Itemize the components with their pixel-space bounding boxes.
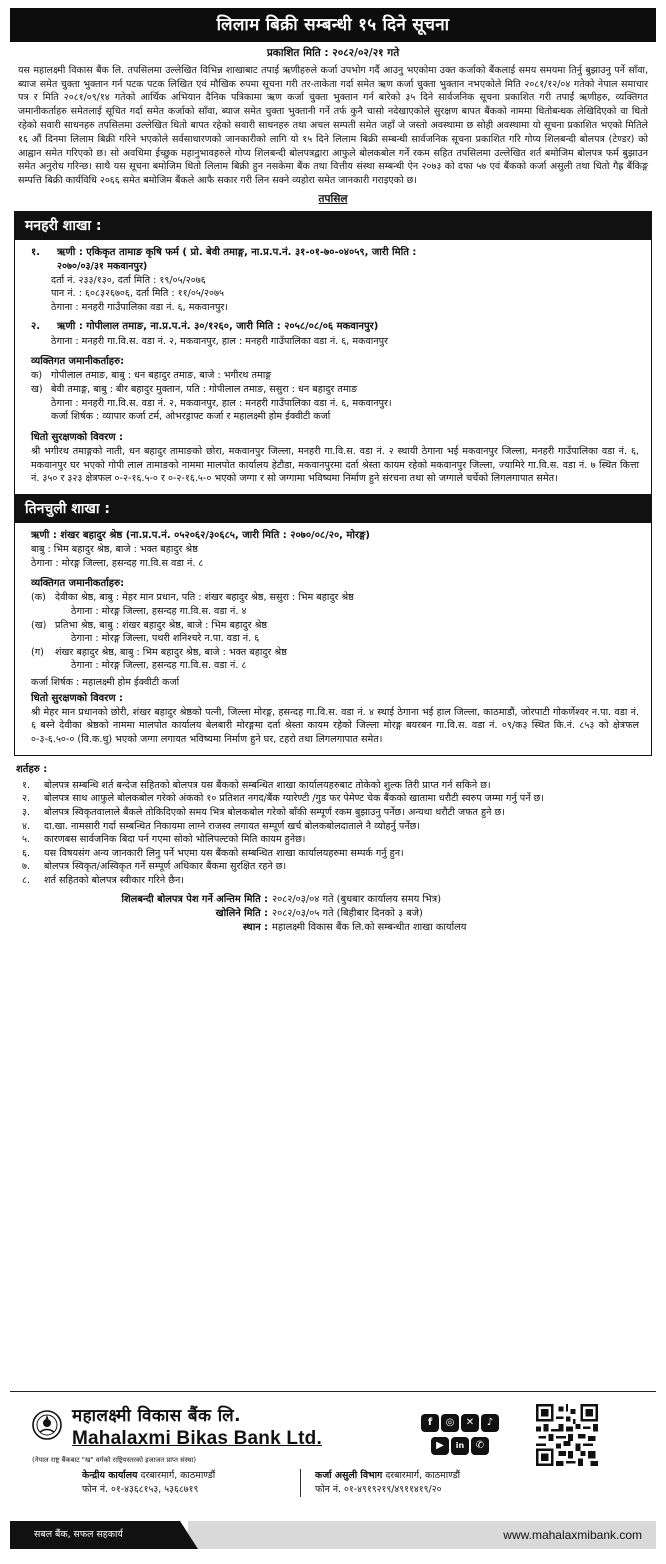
term-number: ७. xyxy=(22,861,31,873)
loan-reg-line: दर्ता नं. २३३/१३०, दर्ता मिति : १९/०५/२०७६ xyxy=(51,274,206,286)
loan-item xyxy=(31,320,639,348)
guarantor-mark: (ग) xyxy=(31,646,44,658)
bar-divider xyxy=(180,1521,198,1549)
deadline-block xyxy=(10,893,656,935)
head-office-address: दरबारमार्ग, काठमाण्डौं xyxy=(140,1470,216,1481)
tapsil-heading: तपसिल xyxy=(318,192,348,205)
guarantor-mark: ख) xyxy=(31,383,43,395)
place-label: स्थान : xyxy=(242,921,268,933)
security-title: धितो सुरक्षणको विवरण : xyxy=(31,431,124,443)
guarantor-address: ठेगाना : मोरङ्ग जिल्ला, हसन्दह गा.वि.स. वडा नं. ४ xyxy=(71,605,247,617)
guarantor-text: गोपीलाल तमाङ, बाबु : धन बहादुर तमाङ, बाजे : भगीरथ तमाङ्ग xyxy=(51,370,272,382)
term-number: ६. xyxy=(22,847,31,859)
slogan: सबल बैंक, सफल सहकार्य xyxy=(10,1521,180,1549)
loan-type: कर्जा शिर्षक : महालक्ष्मी होम ईक्वीटी कर्जा xyxy=(31,677,180,689)
open-date-label: खोलिने मिति : xyxy=(215,907,268,919)
recovery-office-label: कर्जा असुली विभाग xyxy=(315,1470,383,1481)
guarantor-row xyxy=(31,619,639,633)
term-item xyxy=(10,874,656,888)
loan-pan-line: पान नं. : ६०८३२६७०६, दर्ता मिति : ११/०५/२०७५ xyxy=(51,288,224,300)
term-item xyxy=(10,833,656,847)
security-details: श्री मेहर मान प्रधानको छोरी, शंखर बहादुर श्रेष्ठको पत्नी, जिल्ला मोरङ्ग, हसन्दह गा.वि.स. वडा नं. ४ स्थाई ठेगाना भई हाल जिल्ला, काठमाडौं, जोरपाटी गोकर्णेश्वर न.पा. वडा नं. ६ बस्ने देवीका श्रेष्ठको नाममा मालपोत कार्यालय बेलबारी मोरङ्गमा दर्ता श्रेस्ता कायम रहेको जिल्ला मोरङ्ग बयरबन गा.वि.स. वडा नं. ०९/क३ स्थित कि.नं. ८५३ को क्षेत्रफल ०-३-६.५०-० (वि.क.धु) भएको जग्गा लगायत भविष्यमा निर्माण हुने घर, टहरो तथा लिगलगापात समेत। xyxy=(31,706,639,746)
linkedin-icon[interactable]: in xyxy=(451,1437,469,1455)
guarantors-title: व्यक्तिगत जमानीकर्ताहरु: xyxy=(31,578,125,590)
bank-name-english: Mahalaxmi Bikas Bank Ltd. xyxy=(72,1428,322,1449)
loan-type: कर्जा शिर्षक : व्यापार कर्जा टर्म, ओभरड्राफ्ट कर्जा र महालक्ष्मी होम ईक्वीटी कर्जा xyxy=(51,411,331,423)
head-office-phone: फोन नं. ०१-४३६८१५३, ५३६८७१९ xyxy=(82,1484,199,1496)
borrower-address: ठेगाना : मोरङ्ग जिल्ला, हसन्दह गा.वि.स वडा नं. ८ xyxy=(31,557,204,569)
youtube-icon[interactable]: ▶ xyxy=(431,1437,449,1455)
guarantor-text: शंखर बहादुर श्रेष्ठ, बाबु : भिम बहादुर श्रेष्ठ, बाजे : भक्त बहादुर श्रेष्ठ xyxy=(55,646,287,658)
guarantor-row xyxy=(31,646,639,660)
term-number: ८. xyxy=(22,875,31,887)
term-text: दा.खा. नामसारी गर्दा सम्बन्धित निकायमा लाग्ने राजस्व लगायत सम्पूर्ण खर्च बोलकबोलदाताले नै व्योहर्नु पर्नेछ। xyxy=(44,820,421,832)
facebook-icon[interactable]: f xyxy=(421,1414,439,1432)
bank-logo-icon xyxy=(32,1410,62,1440)
submit-deadline-label: शिलबन्दी बोलपत्र पेश गर्ने अन्तिम मिति : xyxy=(121,893,268,905)
published-date: प्रकाशित मिति : २०८२/०२/२१ गते xyxy=(266,47,400,59)
deadline-row xyxy=(10,907,656,921)
loan-number: १. xyxy=(31,246,40,258)
recovery-office-address: दरबारमार्ग, काठमाण्डौं xyxy=(385,1470,461,1481)
term-number: ३. xyxy=(22,807,31,819)
deadline-row xyxy=(10,921,656,935)
term-number: २. xyxy=(22,793,31,805)
head-office xyxy=(82,1469,300,1497)
term-item xyxy=(10,820,656,834)
loan-borrower: ऋणी : गोपीलाल तमाङ, ना.प्र.प.नं. ३०/१२६०, जारी मिति : २०५८/०८/०६ मकवानपुर) xyxy=(57,321,379,333)
term-item xyxy=(10,847,656,861)
bank-name-nepali: महालक्ष्मी विकास बैंक लि. xyxy=(72,1406,241,1426)
terms-title: शर्तहरु : xyxy=(16,763,48,775)
loan-item xyxy=(31,246,639,315)
guarantor-address: ठेगाना : मोरङ्ग जिल्ला, पथरी शनिश्चरे न.पा. वडा नं. ६ xyxy=(71,633,260,645)
x-icon[interactable]: ✕ xyxy=(461,1414,479,1432)
term-text: कारणबस सार्वजनिक बिदा पर्न गएमा सोको भोलिपल्टको मिति कायम हुनेछ। xyxy=(44,834,306,846)
security-title: धितो सुरक्षणको विवरण : xyxy=(31,692,124,704)
branch-tinchuli-title: तिनचुली शाखा : xyxy=(15,495,651,523)
term-text: बोलपत्र स्विकृत/अस्विकृत गर्ने सम्पूर्ण अधिकार बैंकमा सुरक्षित रहने छ। xyxy=(44,861,287,873)
branch-manahari-title: मनहरी शाखा : xyxy=(15,212,651,240)
term-item xyxy=(10,806,656,820)
head-office-label: केन्द्रीय कार्यालय xyxy=(82,1470,138,1481)
security-details: श्री भगीरथ तमाङ्गको नाती, धन बहादुर तामाङको छोरा, मकवानपुर जिल्ला, मनहरी गा.वि.स. वडा नं. २ स्थायी ठेगाना भई मकवानपुर जिल्ला, मनहरी गाउँपालिका वडा नं. ६, मकवानपुर घर भएको गोपी लाल तामाङको नाममा मालपोत कार्यालय हेटौडा, मकवानपुरमा दर्ता श्रेस्ता कायम रहेको मकवानपुर जिल्ला, ज्यामिरे गा.वि.स. वडा नं. ७ स्थित कित्ता नं. ३५० र ३२३ क्षेत्रफल ०-२-१६.५-० र ०-२-१६.५-० भएको जग्गा र सो जग्गामा भविष्यमा निर्माण हुने संरचना तथा सो जग्गाले चर्चेको लिगलगापात समेत। xyxy=(31,445,639,485)
branch-manahari xyxy=(14,211,652,495)
term-text: शर्त सहितको बोलपत्र स्वीकार गरिने छैन। xyxy=(44,875,184,887)
intro-paragraph: यस महालक्ष्मी विकास बैंक लि. तपसिलमा उल्लेखित विभिन्न शाखाबाट तपाई ऋणीहरुले कर्जा उपभोग गर्दै आउनु भएकोमा उक्त कर्जाको बैंकलाई समय समयमा तिर्नु बुझाउनु पर्ने साँवा, ब्याज समेत चुक्ता भुक्तान गर्न पटक पटक लिखित एवं मौखिक रुपमा सूचना गरी तर-ताकेता गर्दा समेत ऋण कर्जा चुक्ता भुक्तान नभएकोले मिति २०८१/१२/०४ गतेको नेपाल समाचार पत्र र मिति २०८१/०९/१४ गतेको आर्थिक अभियान दैनिक पत्रिकामा ऋण कर्जा चुक्ता भुक्तान गर्न बारेको ३५ दिने सार्वजनिक सूचना प्रकाशित गरी तपाईं ऋणीहरु, व्यक्तिगत जमानीकर्ताहरु समेतलाई सूचित गर्दा समेत कर्जाको साँवा, ब्याज समेत चुक्ता भुक्तानी गर्ने तर्फ कुनै चासो नदेखाएकोले सुरक्षण बापत बैंकको नाममा धितोबन्धक लेखिदिएको वा धितो रहेको सवारी साधनहरु तपसिलमा उल्लेखित धितो बापत रहेको सवारी साधनहरु तथा अचल सम्पती समेत जहाँ जे जस्तो अवस्थामा छ सोही अवस्थामा यो सूचना प्रकाशित भएको मितिले १६ औं दिनमा लिलाम बिक्री गरिने भएकोले सर्वसाधारणको जानकारीको लागि यो १५ दिने लिलाम बिक्री सम्बन्धी सार्वजनिक सूचना प्रकाशित गरि गोप्य शिलबन्दी बोलपत्र (टेण्डर) को आह्वान समेत गरिएको छ। सो अवधिमा ईच्छुक महानुभावहरुले गोप्य शिलबन्दी बोलपत्रद्वारा आफुले बोलकबोल गर्ने रकम सहित तपसिलमा उल्लेखित शर्त बमोजिम बोलपत्र फर्म बुझाउन समेत अनुरोध गरिन्छ। साथै यस सूचना बमोजिम धितो लिलाम बिक्री हुन नसकेमा बैंक तथा वित्तीय संस्था सम्बन्धी ऐन २०७३ को दफा ५७ एवं बैंकको कर्जा असुली तथा धितो गैह्र बैंकिङ्ग सम्पत्ति बिक्री कार्यविधि २०६६ समेत बमोजिम बैंकले आफै सकार गरी लिन सक्ने व्यहोरा समेत जानकारी गराइएको छ। xyxy=(18,64,648,187)
term-item xyxy=(10,860,656,874)
qr-code-icon xyxy=(536,1404,598,1466)
footer-divider xyxy=(10,1391,656,1392)
loan-borrower: ऋणी : एकिकृत तामाङ कृषि फर्म ( प्रो. बेवी तमाङ्ग, ना.प्र.प.नं. ३१-०१-७०-०४०५९, जारी मिति : xyxy=(57,246,417,258)
submit-deadline-value: २०८२/०३/०४ गते (बुधबार कार्यालय समय भित्र) xyxy=(272,893,442,905)
terms-list xyxy=(10,779,656,888)
guarantor-row xyxy=(31,369,639,383)
loan-borrower: ऋणी : शंखर बहादुर श्रेष्ठ (ना.प्र.प.नं. ०५२०६२/३०६८५, जारी मिति : २०७०/०८/२०, मोरङ्ग) xyxy=(31,529,370,541)
recovery-office xyxy=(300,1469,460,1497)
branch-tinchuli xyxy=(14,495,652,756)
deadline-row xyxy=(10,893,656,907)
office-contacts xyxy=(82,1469,602,1497)
whatsapp-icon[interactable]: ✆ xyxy=(471,1437,489,1455)
loan-address-line: ठेगाना : मनहरी गा.वि.स. वडा नं. २, मकवानपुर, हाल : मनहरी गाउँपालिका वडा नं. ६, मकवानपुर xyxy=(51,335,388,347)
guarantor-address: ठेगाना : मनहरी गा.वि.स. वडा नं. २, मकवानपुर, हाल : मनहरी गाउँपालिका वडा नं. ६, मकवानपुर। xyxy=(51,397,392,409)
guarantor-mark: क) xyxy=(31,370,43,382)
license-note: (नेपाल राष्ट्र बैंकबाट "ख" वर्गको राष्ट्रियस्तरको इजाजत प्राप्त संस्था) xyxy=(32,1456,197,1464)
guarantor-row xyxy=(31,591,639,605)
notice-title: लिलाम बिक्री सम्बन्धी १५ दिने सूचना xyxy=(10,8,656,42)
guarantor-address: ठेगाना : मोरङ्ग जिल्ला, हसन्दह गा.वि.स. वडा नं. ८ xyxy=(71,660,247,672)
tiktok-icon[interactable]: ♪ xyxy=(481,1414,499,1432)
open-date-value: २०८२/०३/०५ गते (बिहीबार दिनको ३ बजे) xyxy=(272,907,423,919)
guarantor-row xyxy=(31,383,639,397)
instagram-icon[interactable]: ◎ xyxy=(441,1414,459,1432)
term-number: ५. xyxy=(22,834,31,846)
term-text: बोलपत्र साथ आफुले बोलकबोल गरेको अंकको १० प्रतिशत नगद/बैंक ग्यारेण्टी /गुड फर पेमेण्ट चेक बैंकको खातामा धरौटी स्वरुप जम्मा गर्नु पर्ने छ। xyxy=(44,793,544,805)
guarantor-text: देवीका श्रेष्ठ, बाबु : मेहर मान प्रधान, पति : शंखर बहादुर श्रेष्ठ, ससुरा : भिम बहादुर श्रेष्ठ xyxy=(55,592,354,604)
recovery-office-phone: फोन नं. ०१-४९१९२१९/४९११४१९/२० xyxy=(315,1484,442,1496)
guarantors-title: व्यक्तिगत जमानीकर्ताहरु: xyxy=(31,356,125,368)
loan-borrower-cont: २०७०/०३/३१ मकवानपुर) xyxy=(57,260,148,272)
place-value: महालक्ष्मी विकास बैंक लि.को सम्बन्धीत शाखा कार्यालय xyxy=(272,921,467,933)
term-item xyxy=(10,792,656,806)
bottom-bar xyxy=(10,1521,656,1549)
loan-number: २. xyxy=(31,321,40,333)
term-item xyxy=(10,779,656,793)
guarantor-text: बेवी तमाङ्ग, बाबु : बीर बहादुर मुक्तान, पति : गोपीलाल तमाङ, ससुरा : धन बहादुर तमाङ xyxy=(51,383,358,395)
guarantor-mark: (ख) xyxy=(31,619,47,631)
term-text: यस विषयसंग अन्य जानकारी लिनु पर्ने भएमा यस बैंकको सम्बन्धित शाखा कार्यालयहरुमा सम्पर्क गर्नु हुन। xyxy=(44,847,404,859)
guarantor-text: प्रतिभा श्रेष्ठ, बाबु : शंखर बहादुर श्रेष्ठ, बाजे : भिम बहादुर श्रेष्ठ xyxy=(55,619,268,631)
term-number: १. xyxy=(22,779,31,791)
borrower-family: बाबु : भिम बहादुर श्रेष्ठ, बाजे : भक्त बहादुर श्रेष्ठ xyxy=(31,543,198,555)
term-text: बोलपत्र सम्बन्धि शर्त बन्देज सहितको बोलपत्र यस बैंकको सम्बन्धित शाखा कार्यालयहरुबाट तोकेको शुल्क तिरी प्राप्त गर्न सकिने छ। xyxy=(44,779,491,791)
website-link[interactable]: www.mahalaxmibank.com xyxy=(188,1521,656,1549)
term-number: ४. xyxy=(22,820,31,832)
term-text: बोलपत्र स्विकृतवालाले बैंकले तोकिदिएको समय भित्र बोलकबोल गरेको बाँकी सम्पूर्ण रकम बुझाउनु पर्नेछ। अन्यथा धरौटी जफत हुने छ। xyxy=(44,807,505,819)
loan-address-line: ठेगाना : मनहरी गाउँपालिका वडा नं. ६, मकवानपुर। xyxy=(51,301,228,313)
social-icons xyxy=(420,1414,520,1460)
guarantor-mark: (क) xyxy=(31,592,46,604)
